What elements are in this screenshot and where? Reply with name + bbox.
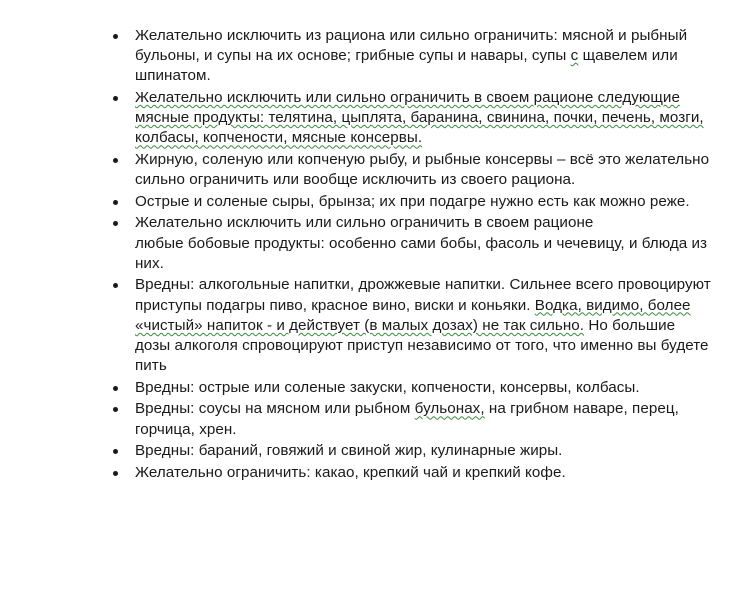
- bullet-icon: [113, 407, 118, 412]
- list-item: [113, 213, 713, 274]
- list-item-text: Желательно ограничить: какао, крепкий чай и крепкий кофе.: [135, 463, 566, 481]
- bullet-icon: [113, 471, 118, 476]
- list-item: [113, 399, 713, 439]
- list-item: [113, 463, 713, 483]
- spellcheck-underlined-text: Водка, видимо, более «чистый» напиток - и действует (в малых дозах) не так сильно.: [135, 296, 691, 334]
- list-item-text: на грибном наваре, перец, горчица, хрен.: [135, 400, 679, 438]
- bullet-icon: [113, 96, 118, 101]
- list-item-text: Вредны: бараний, говяжий и свиной жир, кулинарные жиры.: [135, 442, 563, 460]
- list-item-text: Острые и соленые сыры, брынза; их при подагре нужно есть как можно реже.: [135, 192, 690, 210]
- list-item-text: Вредны: острые или соленые закуски, копчености, консервы, колбасы.: [135, 378, 640, 396]
- list-item: [113, 88, 713, 149]
- list-item: [113, 441, 713, 461]
- bullet-icon: [113, 283, 118, 288]
- list-item-text: Вредны: соусы на мясном или рыбном: [135, 400, 415, 418]
- list-item: [113, 275, 713, 376]
- list-item-text: любые бобовые продукты: особенно сами бобы, фасоль и чечевицу, и блюда из них.: [135, 234, 708, 272]
- bullet-icon: [113, 386, 118, 391]
- list-item: [113, 26, 713, 87]
- bullet-icon: [113, 449, 118, 454]
- bullet-icon: [113, 200, 118, 205]
- list-item: [113, 150, 713, 190]
- list-item-text: Но большие дозы алкоголя спровоцируют приступ независимо от того, что именно вы будете пить: [135, 316, 709, 375]
- bullet-list: [113, 26, 713, 484]
- spellcheck-underlined-text: бульонах,: [414, 400, 485, 418]
- list-item-text: Жирную, соленую или копченую рыбу, и рыбные консервы – всё это желательно сильно ограничить или вообще исключить из своего рациона.: [135, 151, 710, 189]
- spellcheck-underlined-text: с: [570, 47, 579, 65]
- list-item-text: Желательно исключить или сильно ограничить в своем рационе: [135, 214, 594, 232]
- list-item: [113, 192, 713, 212]
- list-item-text: щавелем или шпинатом.: [135, 47, 678, 85]
- list-item: [113, 378, 713, 398]
- list-item-text: Вредны: алкогольные напитки, дрожжевые напитки. Сильнее всего провоцируют приступы подагры пиво, красное вино, виски и коньяки.: [135, 276, 711, 314]
- spellcheck-underlined-text: Желательно исключить или сильно ограничить в своем рационе следующие мясные продукты: телятина, цыплята, баранина, свинина, почки, печень, мозги, колбасы, копчености, мясные консервы.: [135, 89, 704, 147]
- bullet-icon: [113, 221, 118, 226]
- bullet-icon: [113, 158, 118, 163]
- bullet-icon: [113, 34, 118, 39]
- list-item-text: Желательно исключить из рациона или сильно ограничить: мясной и рыбный бульоны, и супы на их основе; грибные супы и навары, супы: [135, 27, 688, 65]
